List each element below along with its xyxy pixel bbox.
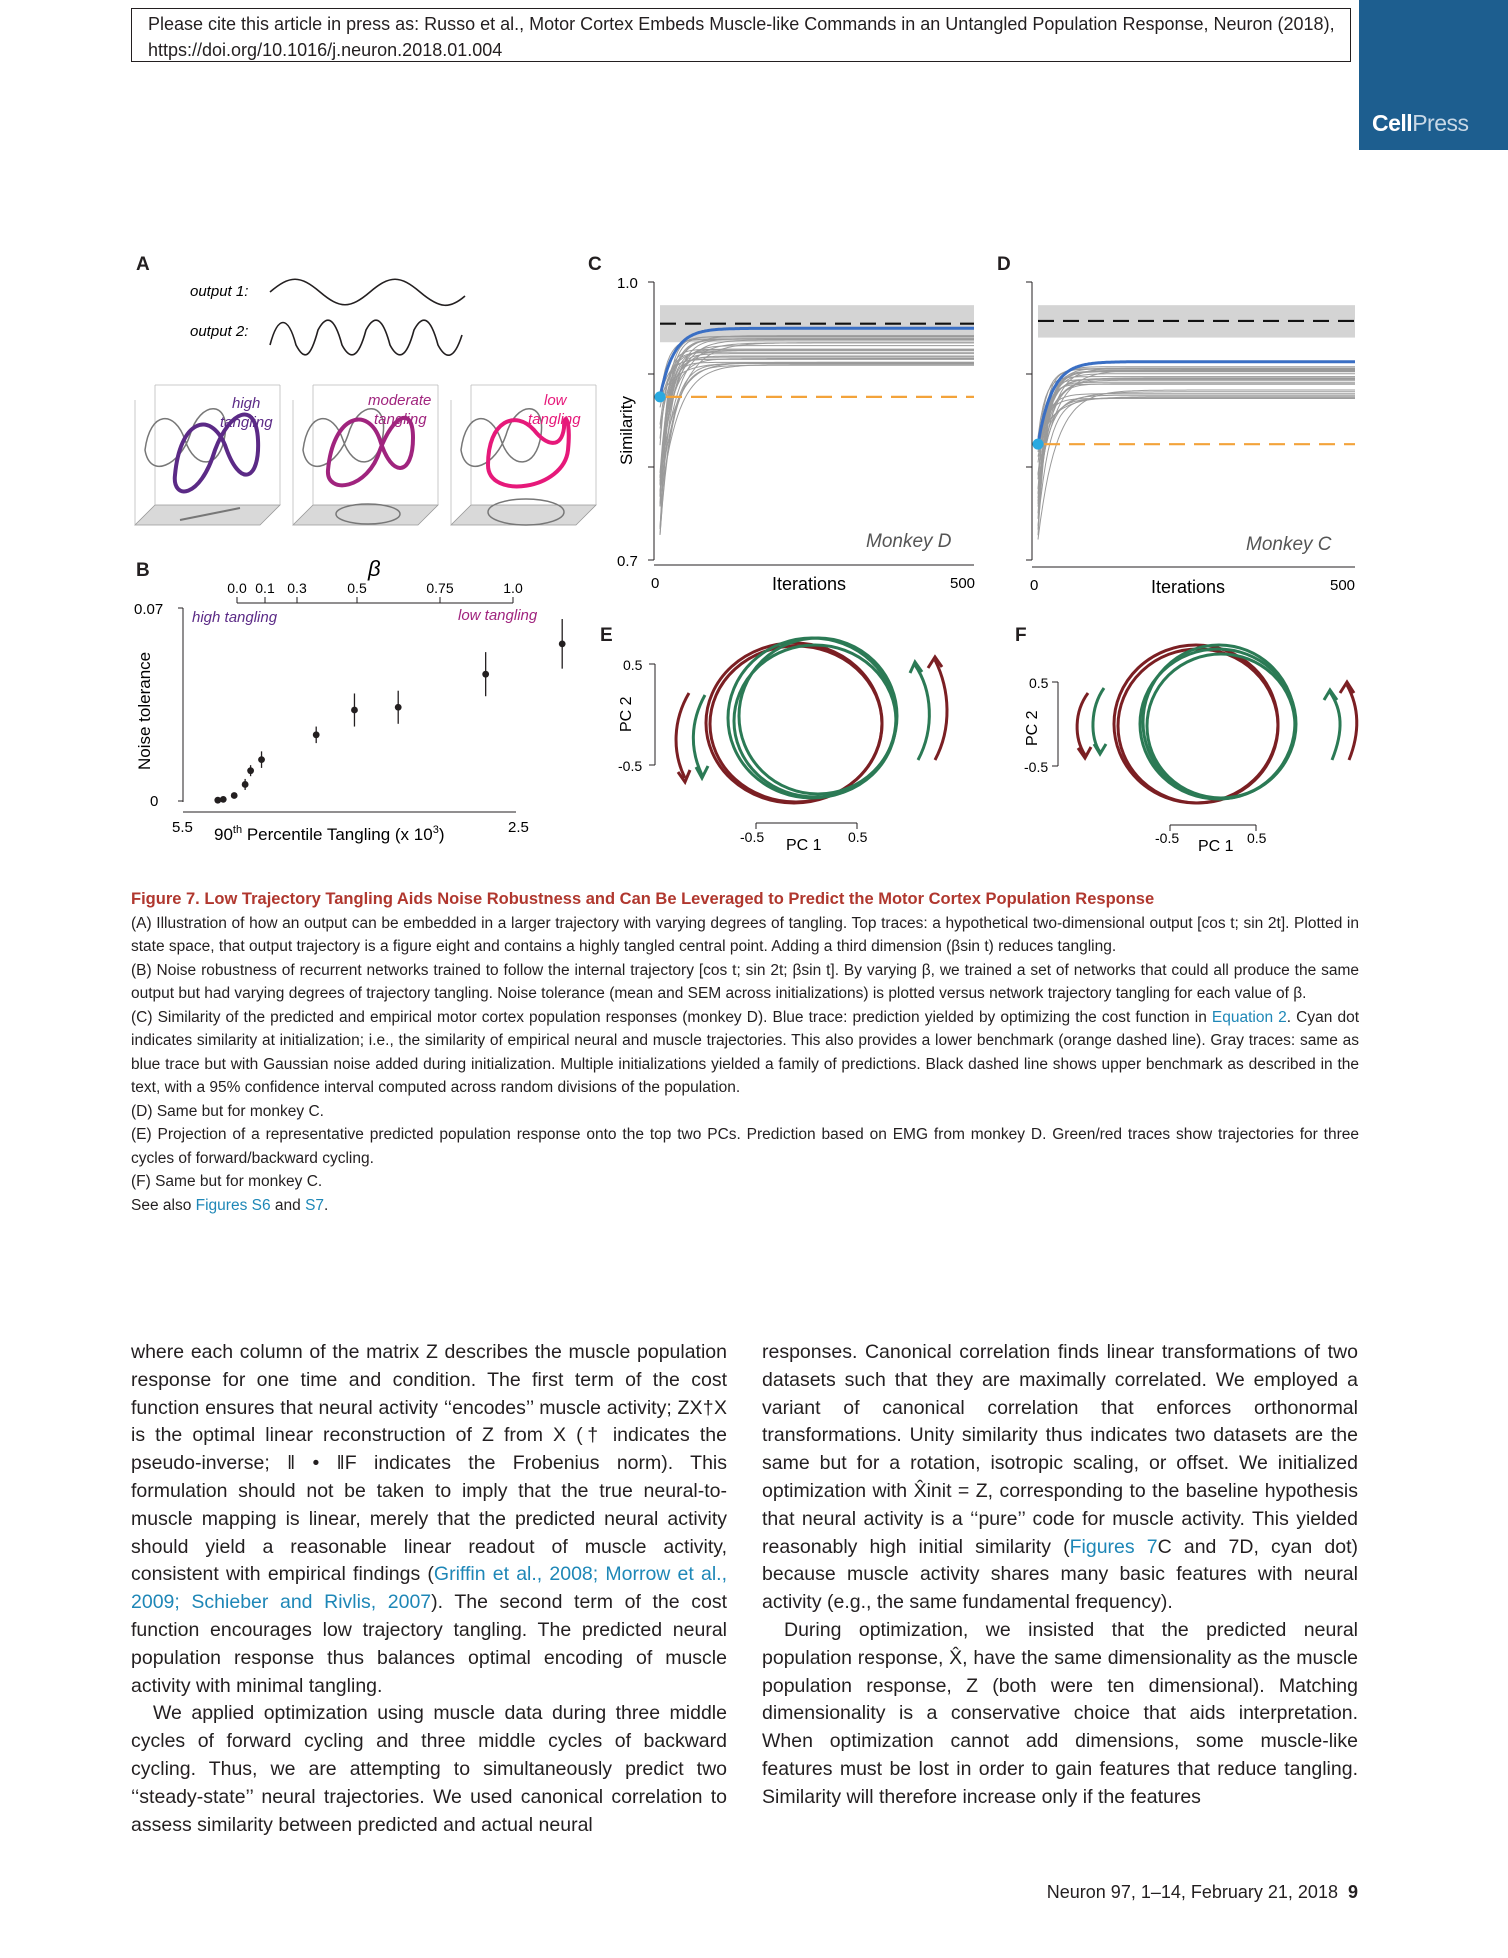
panel-letter-c: C [588, 254, 602, 275]
d-gray-trace [1038, 378, 1355, 448]
f-green-trajectories [1140, 645, 1296, 799]
figures-s6-link[interactable]: Figures S6 [195, 1196, 271, 1214]
e-ytick-top: 0.5 [623, 657, 643, 673]
d-x-axis-label: Iterations [1151, 577, 1226, 597]
b-xtick-left: 5.5 [172, 819, 193, 836]
c-gray-trace [660, 359, 974, 479]
panel-e [618, 638, 947, 854]
caption-title: Figure 7. Low Trajectory Tangling Aids Noise Robustness and Can Be Leveraged to Predict the Motor Cortex Population Response [131, 890, 1155, 908]
b-data-point [247, 767, 254, 774]
e-green-trajectories [728, 638, 897, 798]
d-monkey-label: Monkey C [1246, 534, 1332, 555]
c-gray-trace [660, 350, 974, 491]
b-xtick-right: 2.5 [508, 819, 529, 836]
c-gray-trace [660, 363, 974, 397]
high-tangling-label: high [232, 395, 261, 412]
high-tangling-label-2: tangling [220, 414, 273, 431]
c-gray-trace [660, 362, 974, 506]
c-plot-area [655, 305, 975, 535]
f-ytick-bottom: -0.5 [1024, 759, 1049, 775]
d-gray-trace [1038, 368, 1355, 507]
caption-a: (A) Illustration of how an output can be embedded in a larger trajectory with varying degrees of tangling. Top traces: a hypothetical two-dimensional output [cos t; sin 2t]. Plotted in state space, that output trajectory is a figure eight and contains a highly tangled central point. Adding a third dimension (βsin t) reduces tangling. [131, 914, 1359, 955]
c-gray-trace [660, 346, 974, 497]
panel-letter-f: F [1015, 625, 1027, 646]
c-gray-trace [660, 364, 974, 536]
panel-c [617, 275, 975, 594]
d-gray-trace [1038, 371, 1355, 475]
d-gray-trace [1038, 397, 1355, 438]
f-y-axis-label: PC 2 [1024, 710, 1041, 746]
body-left-paragraph-2: We applied optimization using muscle data during three middle cycles of forward cycling and three middle cycles of backward cycling. Thus, we are attempting to simultaneously predict two ‘‘steady-state’’ neural trajectories. We used canonical correlation to assess similarity between predicted and actual neural [131, 1702, 727, 1836]
f-x-axis-label: PC 1 [1198, 838, 1234, 855]
panel-b [134, 556, 566, 844]
b-data-point [559, 640, 566, 647]
beta-tick-label: 0.5 [347, 580, 367, 596]
c-gray-trace [660, 365, 974, 535]
f-xtick-left: -0.5 [1155, 830, 1180, 846]
moderate-tangling-label: moderate [368, 392, 432, 409]
c-xtick-left: 0 [651, 575, 660, 592]
b-ytick-top: 0.07 [134, 601, 164, 618]
panel-f [1024, 645, 1357, 855]
low-tangling-label-2: tangling [528, 411, 581, 428]
figure-caption [131, 888, 1359, 1217]
d-gray-trace [1038, 369, 1355, 489]
d-gray-trace [1038, 377, 1355, 438]
panel-letter-e: E [600, 625, 613, 646]
caption-see-also: See also Figures S6 and S7. [131, 1196, 329, 1214]
griffin-morrow-schieber-citation-link[interactable]: Griffin et al., 2008; Morrow et al., 2009; Schieber and Rivlis, 2007 [131, 1563, 727, 1614]
c-x-axis-label: Iterations [772, 574, 847, 594]
beta-tick-label: 0.1 [255, 580, 275, 596]
low-tangling-b-label: low tangling [458, 607, 538, 624]
f-ytick-top: 0.5 [1029, 675, 1049, 691]
beta-tick-label: 0.3 [287, 580, 307, 596]
e-y-axis-label: PC 2 [618, 696, 635, 732]
panel-a [135, 279, 596, 525]
panel-letter-d: D [997, 254, 1011, 275]
c-ytick-top: 1.0 [617, 275, 638, 292]
c-ytick-bottom: 0.7 [617, 553, 638, 570]
c-cyan-dot [655, 391, 666, 402]
body-column-right [762, 1339, 1358, 1812]
figures-7-link[interactable]: Figures 7 [1069, 1535, 1158, 1558]
c-y-axis-label: Similarity [617, 396, 636, 465]
c-gray-trace [660, 339, 974, 528]
state-space-box-low [451, 385, 596, 525]
d-cyan-dot [1033, 439, 1044, 450]
b-ytick-bottom: 0 [150, 793, 159, 810]
b-data-point [258, 756, 265, 763]
d-gray-trace [1038, 394, 1355, 447]
e-xtick-left: -0.5 [740, 829, 765, 845]
d-gray-trace [1038, 398, 1355, 526]
beta-tick-label: 0.0 [227, 580, 247, 596]
body-left-paragraph-1: where each column of the matrix Z describes the muscle population response for one time and condition. The first term of the cost function ensures that neural activity ‘‘encodes’’ muscle activity; ZX†X is the optimal linear reconstruction of Z from X († indicates the pseudo-inverse; ‖ • ‖F indicates the Frobenius norm). This formulation should not be taken to imply that the true neural-to-muscle mapping is linear, merely that the predicted neural activity should yield a reasonable linear readout of muscle activity, consistent with empirical findings (Griffin et al., 2008; Morrow et al., 2009; Schieber and Rivlis, 2007). The second term of the cost function encourages low trajectory tangling. The predicted neural population response thus balances optimal encoding of muscle activity with minimal tangling. [131, 1341, 728, 1697]
d-xtick-left: 0 [1030, 577, 1039, 594]
caption-b: (B) Noise robustness of recurrent networks trained to follow the internal trajectory [cos t; sin 2t; βsin t]. By varying β, we trained a set of networks that could all produce the same output but had varying degrees of trajectory tangling. Noise tolerance (mean and SEM across initializations) is plotted versus network trajectory tangling for each value of β. [131, 961, 1359, 1002]
caption-e: (E) Projection of a representative predicted population response onto the top two PCs. Prediction based on EMG from monkey D. Green/red traces show trajectories for three cycles of forward/backward cycling. [131, 1126, 1359, 1167]
citation-doi-link[interactable]: https://doi.org/10.1016/j.neuron.2018.01.004 [148, 40, 503, 60]
beta-label: β [368, 556, 381, 581]
page-number: 9 [1347, 1882, 1358, 1902]
b-data-point [482, 671, 489, 678]
c-monkey-label: Monkey D [866, 531, 952, 552]
journal-issue-info: Neuron 97, 1–14, February 21, 2018 [1046, 1882, 1338, 1902]
d-gray-trace [1038, 374, 1355, 476]
c-gray-trace [660, 362, 974, 477]
output-2-label: output 2: [190, 323, 249, 340]
e-xtick-right: 0.5 [848, 829, 868, 845]
body-column-left [131, 1339, 727, 1839]
c-xtick-right: 500 [950, 575, 976, 592]
d-gray-trace [1038, 398, 1355, 474]
f-xtick-right: 0.5 [1247, 830, 1267, 846]
output-1-label: output 1: [190, 283, 249, 300]
b-y-axis-label: Noise tolerance [135, 651, 154, 770]
body-right-paragraph-1: responses. Canonical correlation finds linear transformations of two datasets such that they are maximally correlated. We employed a variant of canonical correlation that enforces orthonormal transformations. Unity similarity thus indicates two datasets are the same but for a rotation, isotropic scaling, or offset. We initialized optimization with X̂init = Z, corresponding to the baseline hypothesis that neural activity is a ‘‘pure’’ code for muscle activity. This yielded reasonably high initial similarity (Figures 7C and 7D, cyan dot) because muscle activity shares many basic features with neural activity (e.g., the same fundamental frequency). [762, 1341, 1358, 1614]
beta-tick-label: 1.0 [503, 580, 523, 596]
figure-7 [0, 0, 1508, 880]
high-tangling-b-label: high tangling [192, 609, 278, 626]
panel-d [1026, 282, 1355, 597]
equation-2-link[interactable]: Equation 2 [1211, 1008, 1287, 1026]
caption-f: (F) Same but for monkey C. [131, 1173, 323, 1190]
b-data-point [395, 704, 402, 711]
d-xtick-right: 500 [1330, 577, 1356, 594]
output-1-trace [270, 279, 465, 305]
d-plot-area [1033, 305, 1356, 539]
figures-s7-link[interactable]: S7 [305, 1196, 325, 1214]
e-x-axis-label: PC 1 [786, 837, 822, 854]
b-data-point [220, 796, 227, 803]
d-gray-trace [1038, 367, 1355, 504]
cellpress-logo: CellPress [1372, 110, 1469, 136]
d-gray-trace [1038, 390, 1355, 540]
d-gray-trace [1038, 382, 1355, 529]
b-data-point [242, 781, 249, 788]
caption-c: (C) Similarity of the predicted and empirical motor cortex population responses (monkey D). Blue trace: prediction yielded by optimizing the cost function in Equation 2. Cyan dot indicates similarity at initialization; i.e., the similarity of empirical neural and muscle trajectories. This also provides a lower benchmark (orange dashed line). Gray traces: same as blue trace but with Gaussian noise added during initialization. Multiple initializations yielded a family of predictions. Black dashed line shows upper benchmark as described in the text, with a 95% confidence interval computed across random divisions of the population. [131, 1008, 1359, 1096]
output-2-trace [270, 320, 462, 355]
c-gray-trace [660, 365, 974, 507]
moderate-tangling-label-2: tangling [374, 411, 427, 428]
b-data-points [214, 619, 565, 804]
low-tangling-label: low [544, 392, 567, 409]
body-right-paragraph-2: During optimization, we insisted that the predicted neural population response, X̂, have the same dimensionality as the muscle population response, Z (both were ten dimensional). Matching dimensionality is a conservative choice that aids interpretation. When optimization cannot add dimensions, some muscle-like features must be lost in order to gain features that reduce tangling. Similarity will therefore increase only if the features [762, 1618, 1358, 1808]
b-data-point [231, 792, 238, 799]
e-red-trajectories [706, 643, 882, 803]
page-footer [1047, 1882, 1358, 1903]
panel-letter-a: A [136, 254, 150, 275]
b-data-point [313, 731, 320, 738]
e-ytick-bottom: -0.5 [618, 758, 643, 774]
citation-line-1: Please cite this article in press as: Russo et al., Motor Cortex Embeds Muscle-like Commands in an Untangled Population Response, Neuron (2018), [148, 14, 1335, 34]
panel-letter-b: B [136, 560, 150, 581]
d-gray-trace [1038, 370, 1355, 489]
c-gray-trace [660, 356, 974, 484]
c-gray-trace [660, 357, 974, 529]
caption-d: (D) Same but for monkey C. [131, 1102, 324, 1120]
b-x-axis-label: 90th Percentile Tangling (x $10^3$) [214, 824, 445, 844]
beta-tick-label: 0.75 [426, 580, 454, 596]
b-data-point [351, 707, 358, 714]
